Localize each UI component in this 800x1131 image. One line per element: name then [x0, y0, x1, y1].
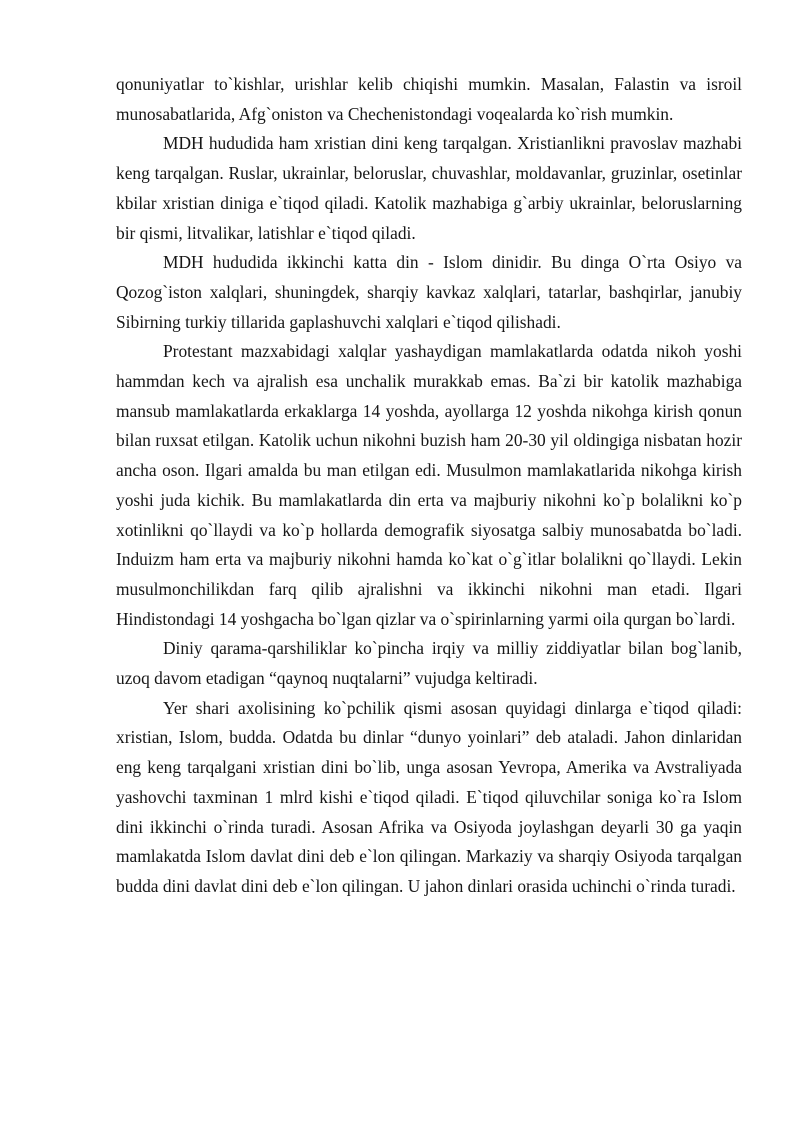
paragraph-marriage-age: Protestant mazxabidagi xalqlar yashaydigan mamlakatlarda odatda nikoh yoshi hammdan kech va ajralish esa unchalik murakkab emas. Ba`zi bir katolik mazhabiga mansub mamlakatlarda erkaklarga 14 yoshda, ayollarga 12 yoshda nikohga kirish qonun bilan ruxsat etilgan. Katolik uchun nikohni buzish ham 20-30 yil oldingiga nisbatan hozir ancha oson. Ilgari amalda bu man etilgan edi. Musulmon mamlakatlarida nikohga kirish yoshi juda kichik. Bu mamlakatlarda din erta va majburiy nikohni ko`p bolalikni ko`p xotinlikni qo`llaydi va ko`p hollarda demografik siyosatga salbiy munosabatda bo`ladi. Induizm ham erta va majburiy nikohni hamda ko`kat o`g`itlar bolalikni qo`llaydi. Lekin musulmonchilikdan farq qilib ajralishni va ikkinchi nikohni man etadi. Ilgari Hindistondagi 14 yoshgacha bo`lgan qizlar va o`spirinlarning yarmi oila qurgan bo`lardi. — [116, 341, 742, 629]
paragraph-cis-islam: MDH hududida ikkinchi katta din - Islom dinidir. Bu dinga O`rta Osiyo va Qozog`iston xalqlari, shuningdek, sharqiy kavkaz xalqlari, tatarlar, bashqirlar, janubiy Sibirning turkiy tillarida gaplashuvchi xalqlari e`tiqod qilishadi. — [116, 252, 742, 332]
paragraph-continuation: qonuniyatlar to`kishlar, urishlar kelib chiqishi mumkin. Masalan, Falastin va isroil munosabatlarida, Afg`oniston va Chechenistondagi voqealarda ko`rish mumkin. — [116, 74, 742, 124]
paragraph-cis-christianity: MDH hududida ham xristian dini keng tarqalgan. Xristianlikni pravoslav mazhabi keng tarqalgan. Ruslar, ukrainlar, beloruslar, chuvashlar, moldavanlar, gruzinlar, osetinlar kbilar xristian diniga e`tiqod qiladi. Katolik mazhabiga g`arbiy ukrainlar, beloruslarning bir qismi, litvalikar, latishlar e`tiqod qiladi. — [116, 133, 742, 243]
paragraph-world-religions: Yer shari axolisining ko`pchilik qismi asosan quyidagi dinlarga e`tiqod qiladi: xristian, Islom, budda. Odatda bu dinlar “dunyo yoinlari” deb ataladi. Jahon dinlaridan eng keng tarqalgani xristian dini bo`lib, unga asosan Yevropa, Amerika va Avstraliyada yashovchi taxminan 1 mlrd kishi e`tiqod qiladi. E`tiqod qiluvchilar soniga ko`ra Islom dini ikkinchi o`rinda turadi. Asosan Afrika va Osiyoda joylashgan deyarli 30 ga yaqin mamlakatda Islom davlat dini deb e`lon qilingan. Markaziy va sharqiy Osiyoda tarqalgan budda dini davlat dini deb e`lon qilingan. U jahon dinlari orasida uchinchi o`rinda turadi. — [116, 697, 742, 896]
paragraph-religious-conflicts: Diniy qarama-qarshiliklar ko`pincha irqiy va milliy ziddiyatlar bilan bog`lanib, uzoq davom etadigan “qaynoq nuqtalarni” vujudga keltiradi. — [116, 638, 742, 689]
body-text — [116, 70, 742, 902]
